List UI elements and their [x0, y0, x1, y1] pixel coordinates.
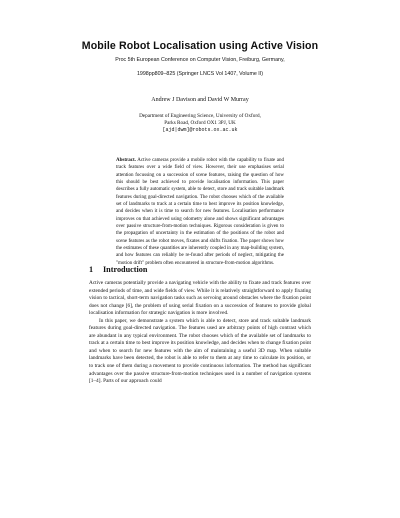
venue-line-2: 1998pp809–825 (Springer LNCS Vol 1407, Volume II) [136, 71, 264, 77]
intro-paragraph-1: Active cameras potentially provide a navigating vehicle with the ability to fixate and track features over extended periods of time, and wide fields of view. While it is relatively straightforward to apply fixating vision to tactical, short-term navigation tasks such as servoing around obstacles where the fixation point does not change [6], the problem of using serial fixation on a succession of features to provide global localisation information for strategic navigation is more involved. [89, 280, 311, 317]
abstract-text: Active cameras provide a mobile robot with the capability to fixate and track features over a wide field of view. However, their use emphasises serial attention focussing on a succession of scene features, raising the question of how this should be best achieved to provide localisation information. This paper describes a fully automatic system, able to detect, store and track suitable landmark features during goal-directed navigation. The robot chooses which of the available set of landmarks to track at a certain time to best improve its position knowledge, and decides when it is time to search for new features. Localisation performance improves on that achieved using odometry alone and shows significant advantages over passive structure-from-motion techniques. Rigorous consideration is given to the propagation of uncertainty in the estimation of the positions of the robot and scene features as the robot moves, fixates and shifts fixation. The paper shows how the estimates of these quantities are inherently coupled in any map-building system, and how features can reliably be re-found after periods of neglect, mitigating the "motion drift" problem often encountered in structure-from-motion algorithms. [116, 158, 284, 266]
abstract-label: Abstract. [116, 158, 136, 163]
affiliation-line-1: Department of Engineering Science, University of Oxford, [139, 113, 261, 119]
author-email [0, 127, 400, 134]
introduction-body [89, 280, 311, 386]
intro-paragraph-2: In this paper, we demonstrate a system which is able to detect, store and track suitable landmark features during goal-directed navigation. The features used are arbitrary points of high contrast which are abundant in any typical environment. The robot chooses which of the available set of landmarks to track at a certain time to best improve its position knowledge, and decides when to change fixation point and when to search for new features with the aim of maintaining a useful 3D map. When suitable landmarks have been detected, the robot is able to refer to them at any time to calculate its position, or to track one of them during a movement to provide continuous information. The method has significant advantages over the passive structure-from-motion techniques used in a number of navigation systems [1–4]. Parts of our approach could [89, 317, 311, 385]
venue-line-1: Proc 5th European Conference on Computer Vision, Freiburg, Germany, [115, 57, 285, 63]
author-list: Andrew J Davison and David W Murray [151, 97, 249, 103]
affiliation-line-2: Parks Road, Oxford OX1 3PJ, UK [164, 120, 236, 126]
abstract-block [116, 157, 284, 267]
section-title: Introduction [103, 265, 148, 274]
section-heading [89, 265, 147, 274]
paper-title: Mobile Robot Localisation using Active Vision [81, 40, 319, 52]
section-number: 1 [89, 265, 94, 274]
email-text: [ajd|dwm]@robots.ox.ac.uk [162, 127, 238, 133]
